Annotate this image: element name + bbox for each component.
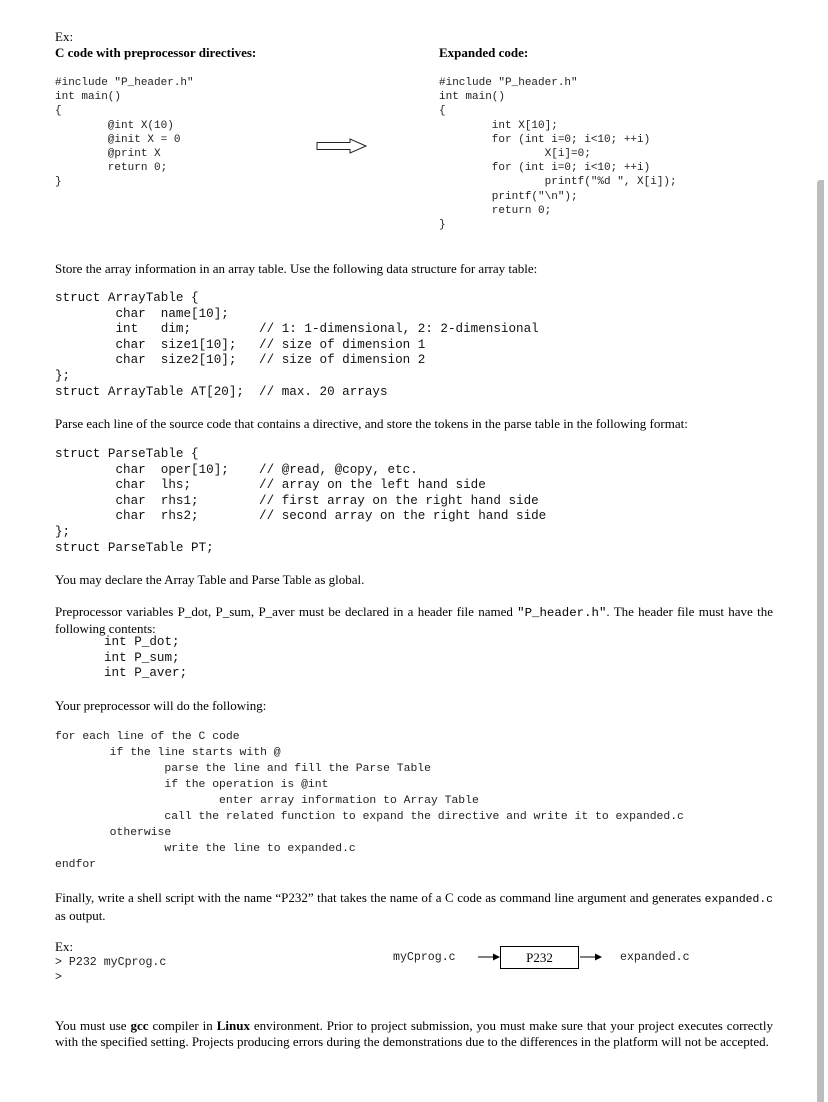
shell-script-paragraph: Finally, write a shell script with the name “P232” that takes the name of a C code as command line argument and generates expanded.c as output. (55, 890, 773, 923)
parse-table-intro: Parse each line of the source code that contains a directive, and store the tokens in the parse table in the following format: (55, 416, 688, 431)
header-file-contents: int P_dot; int P_sum; int P_aver; (104, 635, 188, 681)
parse-table-struct-code: struct ParseTable { char oper[10]; // @read, @copy, etc. char lhs; // array on the left hand side char rhs1; // first array on the right hand side char rhs2; // second array on the right hand side }; struct ParseTable PT; (55, 447, 547, 555)
output-file-label: expanded.c (620, 951, 690, 964)
input-arrow-icon (477, 952, 501, 962)
array-table-intro: Store the array information in an array table. Use the following data structure for array table: (55, 261, 538, 276)
header-file-paragraph: Preprocessor variables P_dot, P_sum, P_aver must be declared in a header file named "P_header.h". The header file must have the following contents: (55, 604, 773, 636)
shell-prompt: > (55, 971, 62, 984)
expand-arrow-icon (316, 138, 368, 154)
expanded-code-block: #include "P_header.h" int main() { int X[10]; for (int i=0; i<10; ++i) X[i]=0; for (int i=0; i<10; ++i) printf("%d ", X[i]); printf("\n"); return 0; } (439, 77, 677, 232)
expanded-c-word: expanded.c (704, 894, 773, 906)
left-code-title: C code with preprocessor directives: (55, 45, 257, 60)
preprocessor-pseudocode: for each line of the C code if the line starts with @ parse the line and fill the Parse Table if the operation is @int enter array information to Array Table call the related function to expand the directive and write it to expanded.c otherwise write the line to expanded.c endfor (55, 731, 684, 871)
gcc-word: gcc (130, 1018, 149, 1033)
p232-process-box (500, 946, 579, 969)
input-file-label: myCprog.c (393, 951, 456, 964)
right-code-title: Expanded code: (439, 45, 529, 60)
output-arrow-icon (579, 952, 603, 962)
p232-box-label: P232 (526, 949, 553, 965)
example-label: Ex: (55, 29, 74, 44)
final-note-paragraph: You must use gcc compiler in Linux environment. Prior to project submission, you must make sure that your project executes correctly with the specified setting. Projects producing errors during the demonstrations due to the differences in the platform will not be accepted. (55, 1018, 773, 1049)
shell-command: > P232 myCprog.c (55, 956, 167, 969)
array-table-struct-code: struct ArrayTable { char name[10]; int dim; // 1: 1-dimensional, 2: 2-dimensional char size1[10]; // size of dimension 1 char size2[10]; // size of dimension 2 }; struct ArrayTable AT[20]; // max. 20 arrays (55, 291, 539, 399)
source-code-block: #include "P_header.h" int main() { @int X(10) @init X = 0 @print X return 0; } (55, 77, 194, 189)
vertical-scrollbar[interactable] (817, 180, 824, 1102)
linux-word: Linux (216, 1018, 250, 1033)
header-filename: "P_header.h" (517, 606, 607, 620)
example2-label: Ex: (55, 939, 74, 954)
global-note: You may declare the Array Table and Parse Table as global. (55, 572, 365, 587)
preprocessor-intro: Your preprocessor will do the following: (55, 698, 267, 713)
